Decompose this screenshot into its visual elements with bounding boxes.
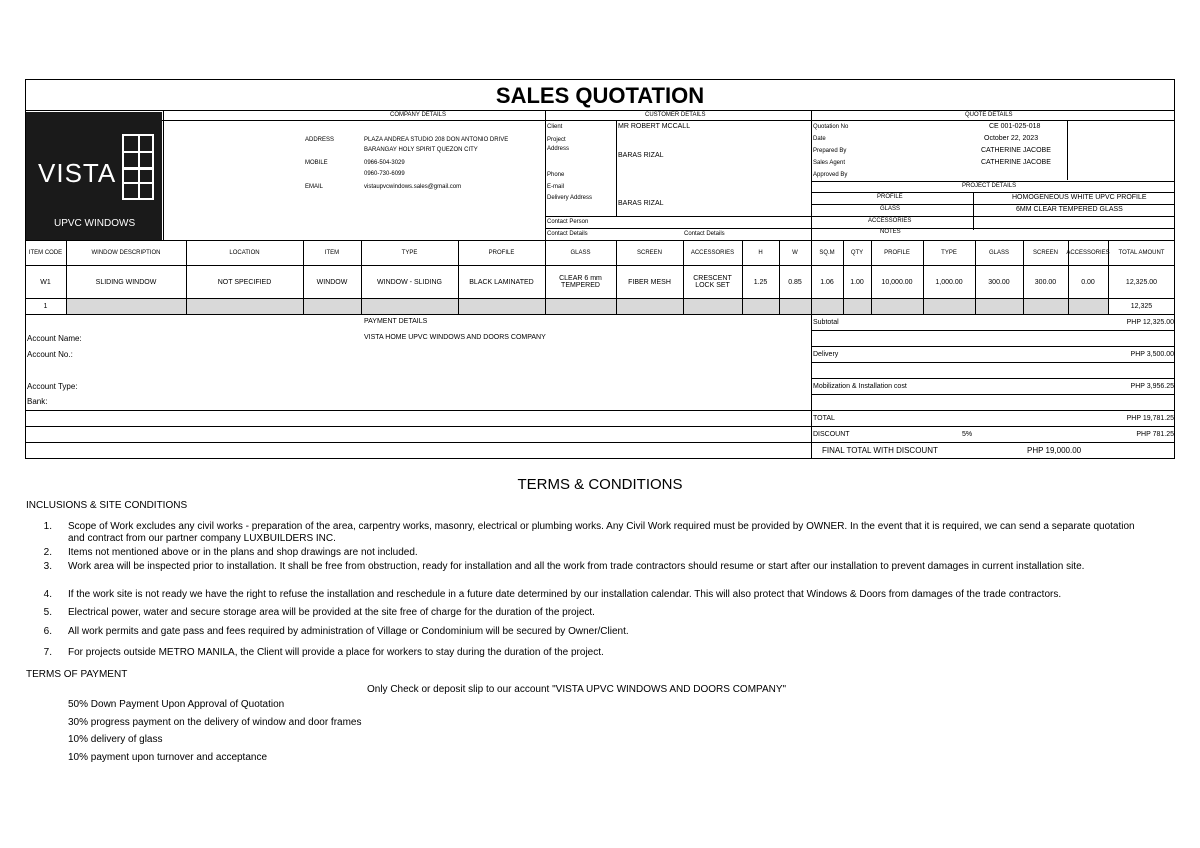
table-header-cell: LOCATION	[229, 250, 260, 256]
term-item: Work area will be inspected prior to installation. It shall be free from obstruction, ready for installation and all the work from trade contractors should resume or start after our installation to prevent damages in current installation site.	[68, 561, 1085, 572]
discount-percent: 5%	[962, 431, 973, 438]
prepared-by-label: Prepared By	[813, 148, 847, 154]
payment-term-2: 30% progress payment on the delivery of window and door frames	[68, 717, 362, 728]
company-email: vistaupvcwindows.sales@gmail.com	[364, 184, 462, 190]
payment-term-4: 10% payment upon turnover and acceptance	[68, 752, 268, 763]
page-title: SALES QUOTATION	[25, 79, 1175, 111]
inclusions-header: INCLUSIONS & SITE CONDITIONS	[26, 500, 188, 511]
final-total-label: FINAL TOTAL WITH DISCOUNT	[822, 446, 938, 455]
table-cell: 300.00	[988, 278, 1010, 286]
term-number: 2.	[43, 547, 52, 558]
term-item: Electrical power, water and secure storage area will be provided at the site free of charge for the duration of the project.	[68, 607, 595, 618]
window-icon	[122, 134, 154, 200]
subtotal-label: Subtotal	[813, 319, 839, 326]
payment-term-3: 10% delivery of glass	[68, 734, 163, 745]
table-cell: BLACK LAMINATED	[469, 278, 534, 286]
quote-date: October 22, 2023	[984, 135, 1039, 142]
delivery-address-label: Delivery Address	[547, 195, 593, 201]
term-number: 4.	[43, 589, 52, 600]
table-header-cell: ITEM CODE	[28, 250, 63, 256]
table-header-cell: SQ.M	[819, 250, 835, 256]
table-header-cell: QTY	[850, 250, 864, 256]
term-item: Scope of Work excludes any civil works - preparation of the area, carpentry works, masonry, electrical or plumbing works. Any Civil Work required must be provided by OWNER. In the event that it is required, we can send a separate quotation and contract from our partner company LUXBUILDERS INC.	[68, 521, 1135, 544]
table-cell: 1.25	[753, 278, 768, 286]
contact-person-label: Contact Person	[547, 219, 589, 225]
project-glass: 6MM CLEAR TEMPERED GLASS	[1016, 206, 1123, 213]
table-cell: 1.00	[850, 278, 864, 286]
sales-agent-label: Sales Agent	[813, 160, 846, 166]
term-number: 3.	[43, 561, 52, 572]
subtotal-value: PHP 12,325.00	[1126, 319, 1174, 326]
term-item: Items not mentioned above or in the plans and shop drawings are not included.	[68, 547, 418, 558]
term-item: If the work site is not ready we have the right to refuse the installation and reschedule in a future date determined by our installation calendar. This will also protect that Windows & Doors from damages of the trade contractors.	[68, 589, 1062, 600]
bank-label: Bank:	[27, 397, 48, 406]
address-line-1: PLAZA ANDREA STUDIO 208 DON ANTONIO DRIVE	[364, 137, 509, 143]
customer-details-header: CUSTOMER DETAILS	[645, 112, 706, 118]
table-cell: CRESCENT LOCK SET	[693, 275, 732, 289]
table-header-cell: W	[792, 250, 798, 256]
table-header-cell: PROFILE	[488, 250, 515, 256]
table-header-cell: SCREEN	[1032, 250, 1058, 256]
customer-email-label: E-mail	[547, 184, 565, 190]
company-details-header: COMPANY DETAILS	[390, 112, 447, 118]
table-cell: 0.00	[1081, 278, 1095, 286]
company-logo	[26, 112, 162, 240]
mobile-1: 0966-504-3029	[364, 160, 405, 166]
table-cell: 1,000.00	[935, 278, 963, 286]
customer-address: BARAS RIZAL	[618, 152, 664, 159]
table-header-cell: GLASS	[570, 250, 591, 256]
project-label: Project	[547, 137, 566, 143]
quotation-no-label: Quotation No	[813, 124, 849, 130]
table-cell: WINDOW - SLIDING	[377, 278, 442, 286]
mobile-label: MOBILE	[305, 160, 328, 166]
payment-details-header: PAYMENT DETAILS	[364, 318, 428, 325]
term-number: 5.	[43, 607, 52, 618]
delivery-value: PHP 3,500.00	[1130, 351, 1174, 358]
discount-value: PHP 781.25	[1136, 431, 1174, 438]
mobilization-value: PHP 3,956.25	[1130, 383, 1174, 390]
final-total-value: PHP 19,000.00	[1027, 446, 1082, 455]
table-cell: NOT SPECIFIED	[217, 278, 272, 286]
summary-row-fill	[66, 299, 1108, 314]
contact-details-label: Contact Details	[547, 231, 588, 237]
mobile-2: 0960-730-6099	[364, 171, 405, 177]
account-type-label: Account Type:	[27, 382, 78, 391]
prepared-by: CATHERINE JACOBE	[981, 147, 1051, 154]
table-header-cell: PROFILE	[884, 250, 910, 256]
table-header-cell: H	[758, 250, 763, 256]
table-cell: WINDOW	[316, 278, 348, 286]
phone-label: Phone	[547, 172, 565, 178]
table-cell: CLEAR 6 mm TEMPERED	[559, 275, 602, 289]
mobilization-label: Mobilization & Installation cost	[813, 383, 907, 390]
project-accessories-label: ACCESSORIES	[868, 218, 912, 224]
logo-word: VISTA	[38, 158, 117, 188]
client-name: MR ROBERT MCCALL	[618, 123, 691, 130]
contact-details-label-2: Contact Details	[684, 231, 725, 237]
account-name-label: Account Name:	[27, 334, 82, 343]
quotation-no: CE 001-025-018	[989, 123, 1041, 130]
approved-by-label: Approved By	[813, 172, 848, 178]
table-cell: SLIDING WINDOW	[95, 278, 157, 286]
term-number: 1.	[43, 521, 52, 532]
client-label: Client	[547, 124, 563, 130]
address-line-2: BARANGAY HOLY SPIRIT QUEZON CITY	[364, 147, 478, 153]
payment-term-1: 50% Down Payment Upon Approval of Quotation	[68, 699, 285, 710]
table-header-cell: GLASS	[988, 250, 1009, 256]
table-header-cell: ACCESSORIES	[690, 250, 735, 256]
account-no-label: Account No.:	[27, 350, 73, 359]
project-notes-label: NOTES	[880, 229, 901, 235]
table-cell: 1.06	[820, 278, 834, 286]
sales-agent: CATHERINE JACOBE	[981, 159, 1051, 166]
total-value: PHP 19,781.25	[1126, 415, 1174, 422]
customer-address-label: Address	[547, 146, 570, 152]
delivery-address: BARAS RIZAL	[618, 200, 664, 207]
items-sum: 12,325	[1130, 303, 1153, 310]
table-cell: 300.00	[1034, 278, 1057, 286]
delivery-label: Delivery	[813, 351, 839, 358]
table-cell: 0.85	[788, 278, 802, 286]
table-cell: 12,325.00	[1125, 278, 1158, 286]
table-header-cell: TYPE	[401, 250, 418, 256]
project-profile: HOMOGENEOUS WHITE UPVC PROFILE	[1012, 194, 1147, 201]
terms-title: TERMS & CONDITIONS	[517, 476, 683, 493]
term-item: For projects outside METRO MANILA, the Client will provide a place for workers to stay during the duration of the project.	[68, 647, 604, 658]
item-count: 1	[43, 303, 48, 310]
term-item: All work permits and gate pass and fees required by administration of Village or Condominium will be secured by Owner/Client.	[68, 626, 629, 637]
term-number: 7.	[43, 647, 52, 658]
total-label: TOTAL	[813, 415, 835, 422]
discount-label: DISCOUNT	[813, 431, 850, 438]
payment-note: Only Check or deposit slip to our account "VISTA UPVC WINDOWS AND DOORS COMPANY"	[367, 684, 787, 695]
table-cell: W1	[40, 278, 51, 286]
table-header-cell: TYPE	[941, 250, 957, 256]
table-header-cell: ACCESSORIES	[1066, 250, 1110, 256]
table-header-cell: ITEM	[324, 250, 340, 256]
payment-terms-header: TERMS OF PAYMENT	[26, 669, 128, 680]
date-label: Date	[813, 136, 826, 142]
term-number: 6.	[43, 626, 52, 637]
project-profile-label: PROFILE	[877, 194, 903, 200]
address-label: ADDRESS	[305, 137, 335, 143]
email-label: EMAIL	[305, 184, 324, 190]
logo-subtitle: UPVC WINDOWS	[54, 218, 136, 229]
table-header-cell: TOTAL AMOUNT	[1118, 250, 1165, 256]
account-name: VISTA HOME UPVC WINDOWS AND DOORS COMPANY	[364, 334, 546, 341]
table-cell: 10,000.00	[881, 278, 913, 286]
project-details-header: PROJECT DETAILS	[962, 183, 1017, 189]
table-header-cell: WINDOW DESCRIPTION	[91, 250, 161, 256]
table-cell: FIBER MESH	[628, 278, 671, 286]
quote-details-header: QUOTE DETAILS	[965, 112, 1013, 118]
table-header-cell: SCREEN	[636, 250, 662, 256]
project-glass-label: GLASS	[880, 206, 901, 212]
